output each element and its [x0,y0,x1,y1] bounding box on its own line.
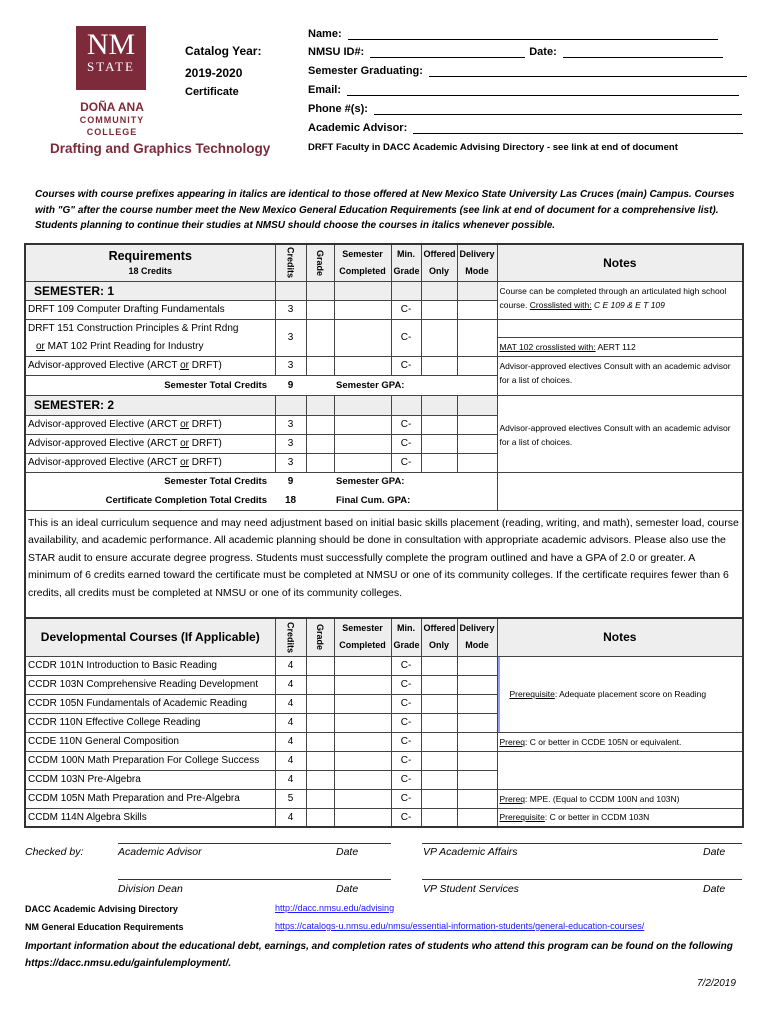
delivery-mode [457,415,497,434]
grade-input[interactable] [306,415,334,434]
name-field[interactable] [308,28,718,40]
grade-input[interactable] [306,300,334,319]
course-name: CCDR 103N Comprehensive Reading Development [25,675,275,694]
semester-completed-input[interactable] [334,434,391,453]
advisor-date-label: Date [336,846,359,858]
course-name: CCDM 100N Math Preparation For College Success [25,751,275,770]
total-credits: 9 [275,375,306,395]
delivery-header: Delivery Mode [457,618,497,656]
note-elective-2: Advisor-approved electives Consult with an academic advisor for a list of choices. [497,395,743,472]
delivery-mode [457,789,497,808]
course-credits: 5 [275,789,306,808]
grade-input[interactable] [306,656,334,675]
phone-label: Phone #(s): [308,103,368,115]
semester-completed-input[interactable] [334,319,391,356]
min-grade: C- [391,675,421,694]
delivery-mode [457,732,497,751]
min-grade: C- [391,319,421,356]
course-row [25,751,743,770]
total-label: Semester Total Credits [25,472,275,491]
prerequisite-note: Prereq: MPE. (Equal to CCDM 100N and 103N) [497,789,743,808]
offered-only [421,694,457,713]
cert-total-label: Certificate Completion Total Credits [25,491,275,510]
semester-completed-input[interactable] [334,789,391,808]
semester-label: Semester Graduating: [308,65,423,77]
offered-only [421,808,457,827]
course-name: Advisor-approved Elective (ARCT or DRFT) [25,356,275,375]
delivery-mode [457,770,497,789]
delivery-mode [457,656,497,675]
course-name: DRFT 109 Computer Drafting Fundamentals [25,300,275,319]
delivery-mode [457,713,497,732]
notes-header: Notes [497,244,743,281]
course-credits: 4 [275,808,306,827]
id-field[interactable] [308,46,723,58]
semester-2-total-row [25,472,743,491]
delivery-mode [457,319,497,356]
semester-completed-header: Semester Completed [334,244,391,281]
gen-ed-link[interactable]: https://catalogs-u.nmsu.edu/nmsu/essential-information-students/general-education-courses/ [275,921,645,931]
logo-community: COMMUNITY [79,115,145,125]
semester-2-title: SEMESTER: 2 [25,395,275,415]
course-name: CCDR 110N Effective College Reading [25,713,275,732]
offered-only [421,656,457,675]
advisor-field[interactable] [308,122,743,134]
grade-header: Grade [306,244,334,281]
semester-completed-input[interactable] [334,453,391,472]
delivery-header: Delivery Mode [457,244,497,281]
delivery-mode [457,356,497,375]
credits-header: Credits [275,244,306,281]
note-empty [497,751,743,789]
course-row [25,789,743,808]
gen-ed-label: NM General Education Requirements [25,922,184,932]
semester-completed-input[interactable] [334,732,391,751]
program-title: Drafting and Graphics Technology [50,141,271,156]
grade-input[interactable] [306,751,334,770]
catalog-year-label: Catalog Year: [185,44,262,58]
note-drft109: Course can be completed through an articulated high school course. Crosslisted with: C E 109 & E T 109 [497,281,743,319]
advising-directory-link[interactable]: http://dacc.nmsu.edu/advising [275,903,395,913]
min-grade: C- [391,751,421,770]
grade-input[interactable] [306,319,334,356]
prerequisite-note: Prereq: C or better in CCDE 105N or equivalent. [497,732,743,751]
grade-input[interactable] [306,356,334,375]
grade-input[interactable] [306,713,334,732]
grade-input[interactable] [306,675,334,694]
disclaimer-text: This is an ideal curriculum sequence and may need adjustment based on initial basic skills placement (reading, writing, and math), semester load, course availability, and academic performance. All academic planning should be done in consultation with appropriate academic advisors. Please also use the STAR audit to ensure accurate degree progress. Students must successfully complete the program outlined and have a GPA of 2.0 or greater. A minimum of 6 credits earned toward the certificate must be completed at NMSU or one of its community colleges. If the certificate requires fewer than 6 credits, all credits must be completed at NMSU or one of its community colleges. [25,510,743,619]
course-name: CCDR 105N Fundamentals of Academic Reading [25,694,275,713]
gainful-employment-text: Important information about the educational debt, earnings, and completion rates of students who attend this program can be found on the following https://dacc.nmsu.edu/gainfulemployment/. [25,941,733,969]
course-row [25,356,743,375]
offered-header: Offered Only [421,244,457,281]
min-grade: C- [391,789,421,808]
min-grade: C- [391,415,421,434]
min-grade-header: Min. Grade [391,618,421,656]
delivery-mode [457,453,497,472]
offered-only [421,732,457,751]
dean-signature-label: Division Dean [118,883,183,895]
delivery-mode [457,675,497,694]
delivery-mode [457,300,497,319]
advising-directory-label: DACC Academic Advising Directory [25,904,178,914]
logo-dona-ana: DOÑA ANA [80,100,144,114]
offered-only [421,675,457,694]
offered-only [421,453,457,472]
vp-student-label: VP Student Services [423,883,519,895]
course-credits: 3 [275,453,306,472]
advisor-label: Academic Advisor: [308,122,408,134]
min-grade: C- [391,453,421,472]
note-empty [497,319,743,338]
min-grade: C- [391,434,421,453]
semester-completed-header: Semester Completed [334,618,391,656]
course-name: Advisor-approved Elective (ARCT or DRFT) [25,434,275,453]
total-credits: 9 [287,476,294,488]
prerequisite-note: Prerequisite: C or better in CCDM 103N [497,808,743,827]
course-credits: 4 [275,713,306,732]
grade-input[interactable] [306,732,334,751]
vp-student-date-label: Date [703,883,726,895]
course-row [25,319,743,338]
course-name: Advisor-approved Elective (ARCT or DRFT) [25,453,275,472]
developmental-table [24,617,744,828]
course-credits: 4 [275,770,306,789]
min-grade-header: Min. Grade [391,244,421,281]
min-grade: C- [391,770,421,789]
email-label: Email: [308,84,342,96]
course-credits: 4 [275,694,306,713]
grade-input[interactable] [306,770,334,789]
min-grade: C- [391,656,421,675]
offered-only [421,356,457,375]
semester-completed-input[interactable] [334,808,391,827]
course-credits: 3 [275,319,306,356]
delivery-mode [457,751,497,770]
course-name: CCDM 105N Math Preparation and Pre-Algebra [25,789,275,808]
grade-input[interactable] [306,694,334,713]
semester-completed-input[interactable] [334,751,391,770]
course-row [25,808,743,827]
course-credits: 3 [275,356,306,375]
min-grade: C- [391,808,421,827]
course-credits: 3 [275,300,306,319]
requirements-header: Requirements 18 Credits [25,244,275,281]
grade-input[interactable] [306,453,334,472]
offered-only [421,415,457,434]
delivery-mode [457,434,497,453]
dean-date-label: Date [336,883,359,895]
semester-completed-input[interactable] [334,694,391,713]
id-label: NMSU ID#: [308,46,365,58]
note-elective-1: Advisor-approved electives Consult with an academic advisor for a list of choices. [497,356,743,395]
notes-header: Notes [497,618,743,656]
grade-input[interactable] [306,808,334,827]
date-label: Date: [529,46,557,58]
offered-only [421,300,457,319]
offered-only [421,789,457,808]
min-grade: C- [391,732,421,751]
semester-completed-input[interactable] [334,356,391,375]
note-mat102: MAT 102 crosslisted with: AERT 112 [497,338,743,357]
course-name: Advisor-approved Elective (ARCT or DRFT) [25,415,275,434]
course-credits: 4 [275,751,306,770]
semester-completed-input[interactable] [334,415,391,434]
total-label: Semester Total Credits [25,375,275,395]
semester-completed-input[interactable] [334,656,391,675]
intro-text: Courses with course prefixes appearing in italics are identical to those offered at New Mexico State University Las Cruces (main) Campus. Courses with "G" after the course number meet the New Mexico General Education Requirements (see link at end of document for a comprehensive list). Students planning to continue their studies at NMSU should choose the courses in italics whenever possible. [35,189,735,231]
credits-header: Credits [275,618,306,656]
course-row [25,732,743,751]
checked-by-label: Checked by: [25,846,84,858]
semester-completed-input[interactable] [334,713,391,732]
min-grade: C- [391,300,421,319]
phone-field[interactable] [308,103,742,115]
prerequisite-note: Prerequisite: Adequate placement score on Reading [497,656,743,732]
offered-only [421,434,457,453]
course-name: CCDE 110N General Composition [25,732,275,751]
final-cum-gpa-label: Final Cum. GPA: [334,491,497,510]
course-credits: 3 [275,434,306,453]
min-grade: C- [391,713,421,732]
course-name: CCDM 114N Algebra Skills [25,808,275,827]
email-field[interactable] [308,84,739,96]
course-name: DRFT 151 Construction Principles & Print Rdng or MAT 102 Print Reading for Industry [25,319,275,356]
offered-only [421,751,457,770]
course-row [25,656,743,675]
course-name: CCDM 103N Pre-Algebra [25,770,275,789]
grade-input[interactable] [306,789,334,808]
logo-nm: NM [86,28,136,61]
semester-completed-input[interactable] [334,300,391,319]
award-type: Certificate [185,86,239,98]
course-credits: 3 [275,415,306,434]
course-credits: 4 [275,675,306,694]
name-label: Name: [308,28,342,40]
offered-only [421,319,457,356]
semester-graduating-field[interactable] [308,65,747,77]
advisor-signature-label: Academic Advisor [118,846,202,858]
min-grade: C- [391,356,421,375]
course-credits: 4 [275,656,306,675]
offered-only [421,770,457,789]
semester-gpa-label: Semester GPA: [334,375,497,395]
catalog-year: 2019-2020 [185,66,243,80]
grade-input[interactable] [306,434,334,453]
course-name: CCDR 101N Introduction to Basic Reading [25,656,275,675]
min-grade: C- [391,694,421,713]
semester-1-title: SEMESTER: 1 [25,281,275,300]
delivery-mode [457,808,497,827]
vp-academic-date-label: Date [703,846,726,858]
semester-completed-input[interactable] [334,770,391,789]
vp-academic-label: VP Academic Affairs [423,846,518,858]
advisor-note: DRFT Faculty in DACC Academic Advising Directory - see link at end of document [308,142,678,153]
logo-college: COLLEGE [86,127,138,137]
revision-date: 7/2/2019 [697,978,736,989]
cert-total-credits: 18 [284,494,297,506]
course-credits: 4 [275,732,306,751]
requirements-table [24,243,744,620]
logo-state: STATE [87,59,135,74]
delivery-mode [457,694,497,713]
offered-only [421,713,457,732]
semester-completed-input[interactable] [334,675,391,694]
offered-header: Offered Only [421,618,457,656]
grade-header: Grade [306,618,334,656]
semester-gpa-label: Semester GPA: [334,472,497,491]
developmental-header: Developmental Courses (If Applicable) [25,618,275,656]
